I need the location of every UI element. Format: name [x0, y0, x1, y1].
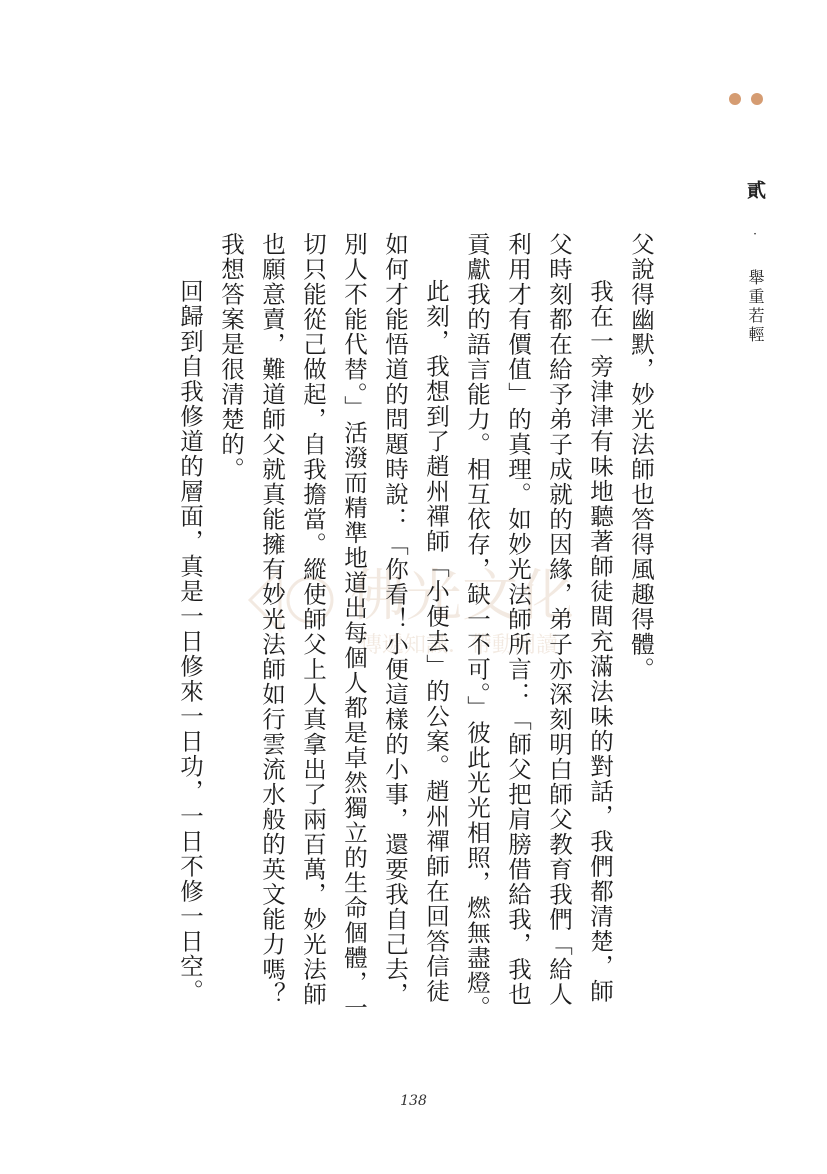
decorative-dots [729, 93, 769, 107]
chapter-number: 貳 [744, 180, 766, 201]
watermark-main-text: 佛光文化 [350, 564, 574, 629]
paragraph: 此刻，我想到了趙州禪師「小便去」的公案。趙州禪師在回答信徒如何才能悟道的問題時說：「你看！小便這樣的小事，還要我自己去，別人不能代替。」活潑而精準地道出每個人都是卓然獨立的生命個體，一切只能從己做起，自我擔當。縱使師父上人真拿出了兩百萬，妙光法師也願意賣，難道師父就真能擁有妙光法師如行雲流水般的英文能力嗎？我想答案是很清楚的。 [217, 232, 450, 1021]
chapter-title: 舉重若輕 [746, 269, 765, 345]
paragraph: 我在一旁津津有味地聽著師徒間充滿法味的對話，我們都清楚，師父時刻都在給予弟子成就的因緣，弟子亦深刻明白師父教育我們「給人利用才有價值」的真理。如妙光法師所言：「師父把肩膀借給我，我也貢獻我的語言能力。相互依存，缺一不可。」彼此光光相照，燃無盡燈。 [463, 232, 614, 1021]
paragraph: 回歸到自我修道的層面，真是一日修來一日功，一日不修一日空。 [176, 279, 204, 1004]
page-number: 138 [400, 1093, 427, 1109]
chapter-header [742, 180, 769, 345]
paragraph: 父說得幽默，妙光法師也答得風趣得體。 [627, 232, 655, 682]
dot-icon [751, 93, 763, 105]
article-body [141, 232, 661, 1022]
chapter-separator: · [748, 227, 762, 243]
dot-icon [729, 93, 741, 105]
watermark-sub-text: 傳遞知識．帶動閱讀 [360, 633, 559, 658]
